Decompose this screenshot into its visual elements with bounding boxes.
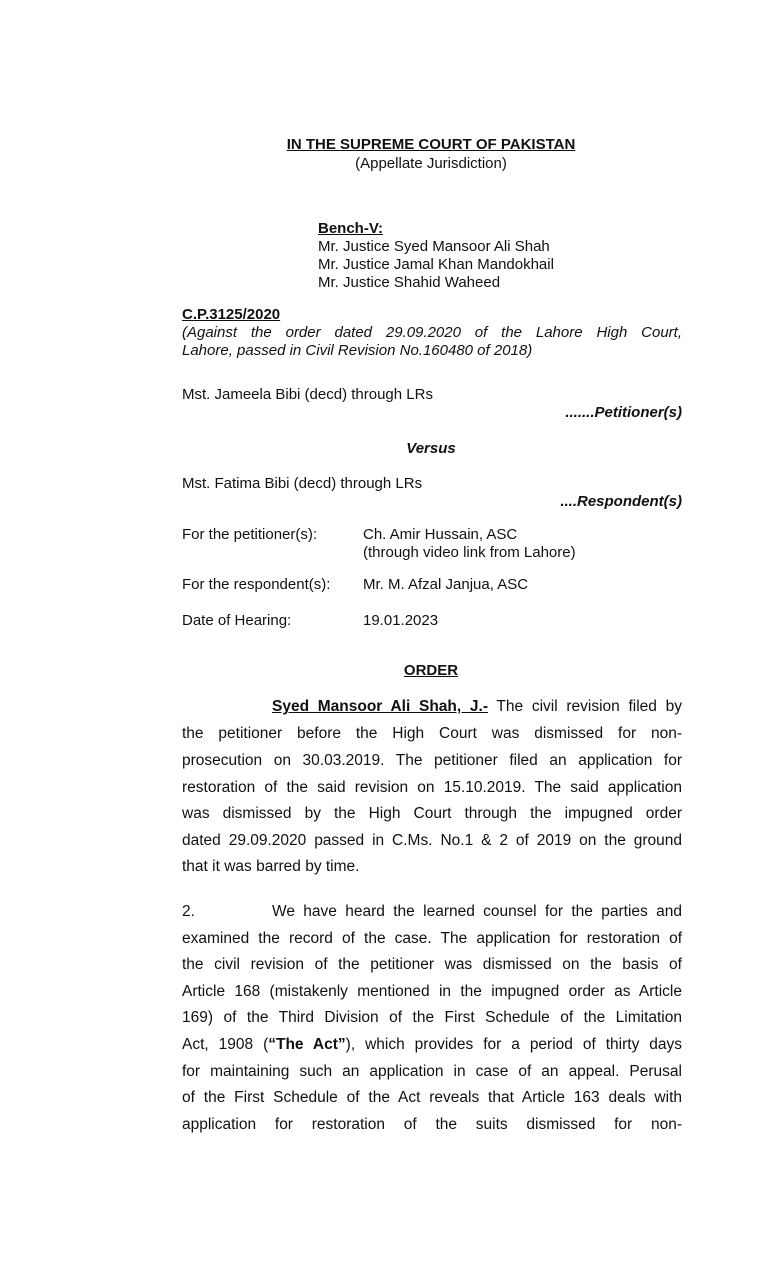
- order-text: The civil revision filed by: [496, 698, 682, 715]
- order-para1-line: dated 29.09.2020 passed in C.Ms. No.1 & 2 of 2019 on the ground: [182, 832, 682, 849]
- order-para2-line: application for restoration of the suits dismissed for non-: [182, 1116, 682, 1133]
- order-text: Act, 1908 (: [182, 1036, 269, 1053]
- case-against-line: (Against the order dated 29.09.2020 of the Lahore High Court,: [182, 324, 682, 341]
- order-para1-line: was dismissed by the High Court through the impugned order: [182, 805, 682, 822]
- bench-judge: Mr. Justice Shahid Waheed: [318, 274, 501, 291]
- order-para2-line: the civil revision of the petitioner was dismissed on the basis of: [182, 956, 682, 973]
- order-para2-line: examined the record of the case. The application for restoration of: [182, 930, 682, 947]
- order-para2-line: for maintaining such an application in case of an appeal. Perusal: [182, 1063, 682, 1080]
- hearing-date-label: Date of Hearing:: [182, 612, 292, 629]
- order-para1-line: prosecution on 30.03.2019. The petitioner filed an application for: [182, 752, 682, 769]
- petitioner-counsel: Ch. Amir Hussain, ASC: [363, 526, 518, 543]
- hearing-date: 19.01.2023: [363, 612, 439, 629]
- paragraph-number: 2.: [182, 903, 195, 920]
- petitioner-role: .......Petitioner(s): [565, 404, 682, 421]
- order-para2-line: of the First Schedule of the Act reveals that Article 163 deals with: [182, 1089, 682, 1106]
- order-para1-line: [182, 698, 682, 716]
- order-text: ), which provides for a period of thirty days: [345, 1036, 683, 1053]
- jurisdiction-subtitle: (Appellate Jurisdiction): [355, 155, 507, 172]
- act-short-title: “The Act”: [268, 1036, 346, 1053]
- order-para2-line: Article 168 (mistakenly mentioned in the impugned order as Article: [182, 983, 682, 1000]
- order-para2-line: [182, 903, 682, 921]
- order-para1-line: restoration of the said revision on 15.10.2019. The said application: [182, 779, 682, 796]
- court-title: IN THE SUPREME COURT OF PAKISTAN: [286, 136, 576, 153]
- order-para2-line: 169) of the Third Division of the First Schedule of the Limitation: [182, 1009, 682, 1026]
- respondent-name: Mst. Fatima Bibi (decd) through LRs: [182, 475, 423, 492]
- order-para1-line: that it was barred by time.: [182, 858, 360, 875]
- order-author: Syed Mansoor Ali Shah, J.-: [272, 698, 488, 715]
- petitioner-counsel-label: For the petitioner(s):: [182, 526, 318, 543]
- order-para2-line: [182, 1036, 682, 1054]
- respondent-counsel-label: For the respondent(s):: [182, 576, 331, 593]
- bench-judge: Mr. Justice Syed Mansoor Ali Shah: [318, 238, 550, 255]
- petitioner-name: Mst. Jameela Bibi (decd) through LRs: [182, 386, 433, 403]
- bench-label: Bench-V:: [318, 220, 384, 237]
- order-text: We have heard the learned counsel for the parties and: [272, 903, 682, 920]
- case-against-line: Lahore, passed in Civil Revision No.160480 of 2018): [182, 342, 533, 359]
- respondent-role: ....Respondent(s): [560, 493, 682, 510]
- respondent-counsel: Mr. M. Afzal Janjua, ASC: [363, 576, 529, 593]
- case-number: C.P.3125/2020: [182, 306, 281, 323]
- versus-label: Versus: [406, 440, 456, 457]
- petitioner-counsel-note: (through video link from Lahore): [363, 544, 576, 561]
- bench-judge: Mr. Justice Jamal Khan Mandokhail: [318, 256, 554, 273]
- order-title: ORDER: [403, 662, 459, 679]
- order-para1-line: the petitioner before the High Court was dismissed for non-: [182, 725, 682, 742]
